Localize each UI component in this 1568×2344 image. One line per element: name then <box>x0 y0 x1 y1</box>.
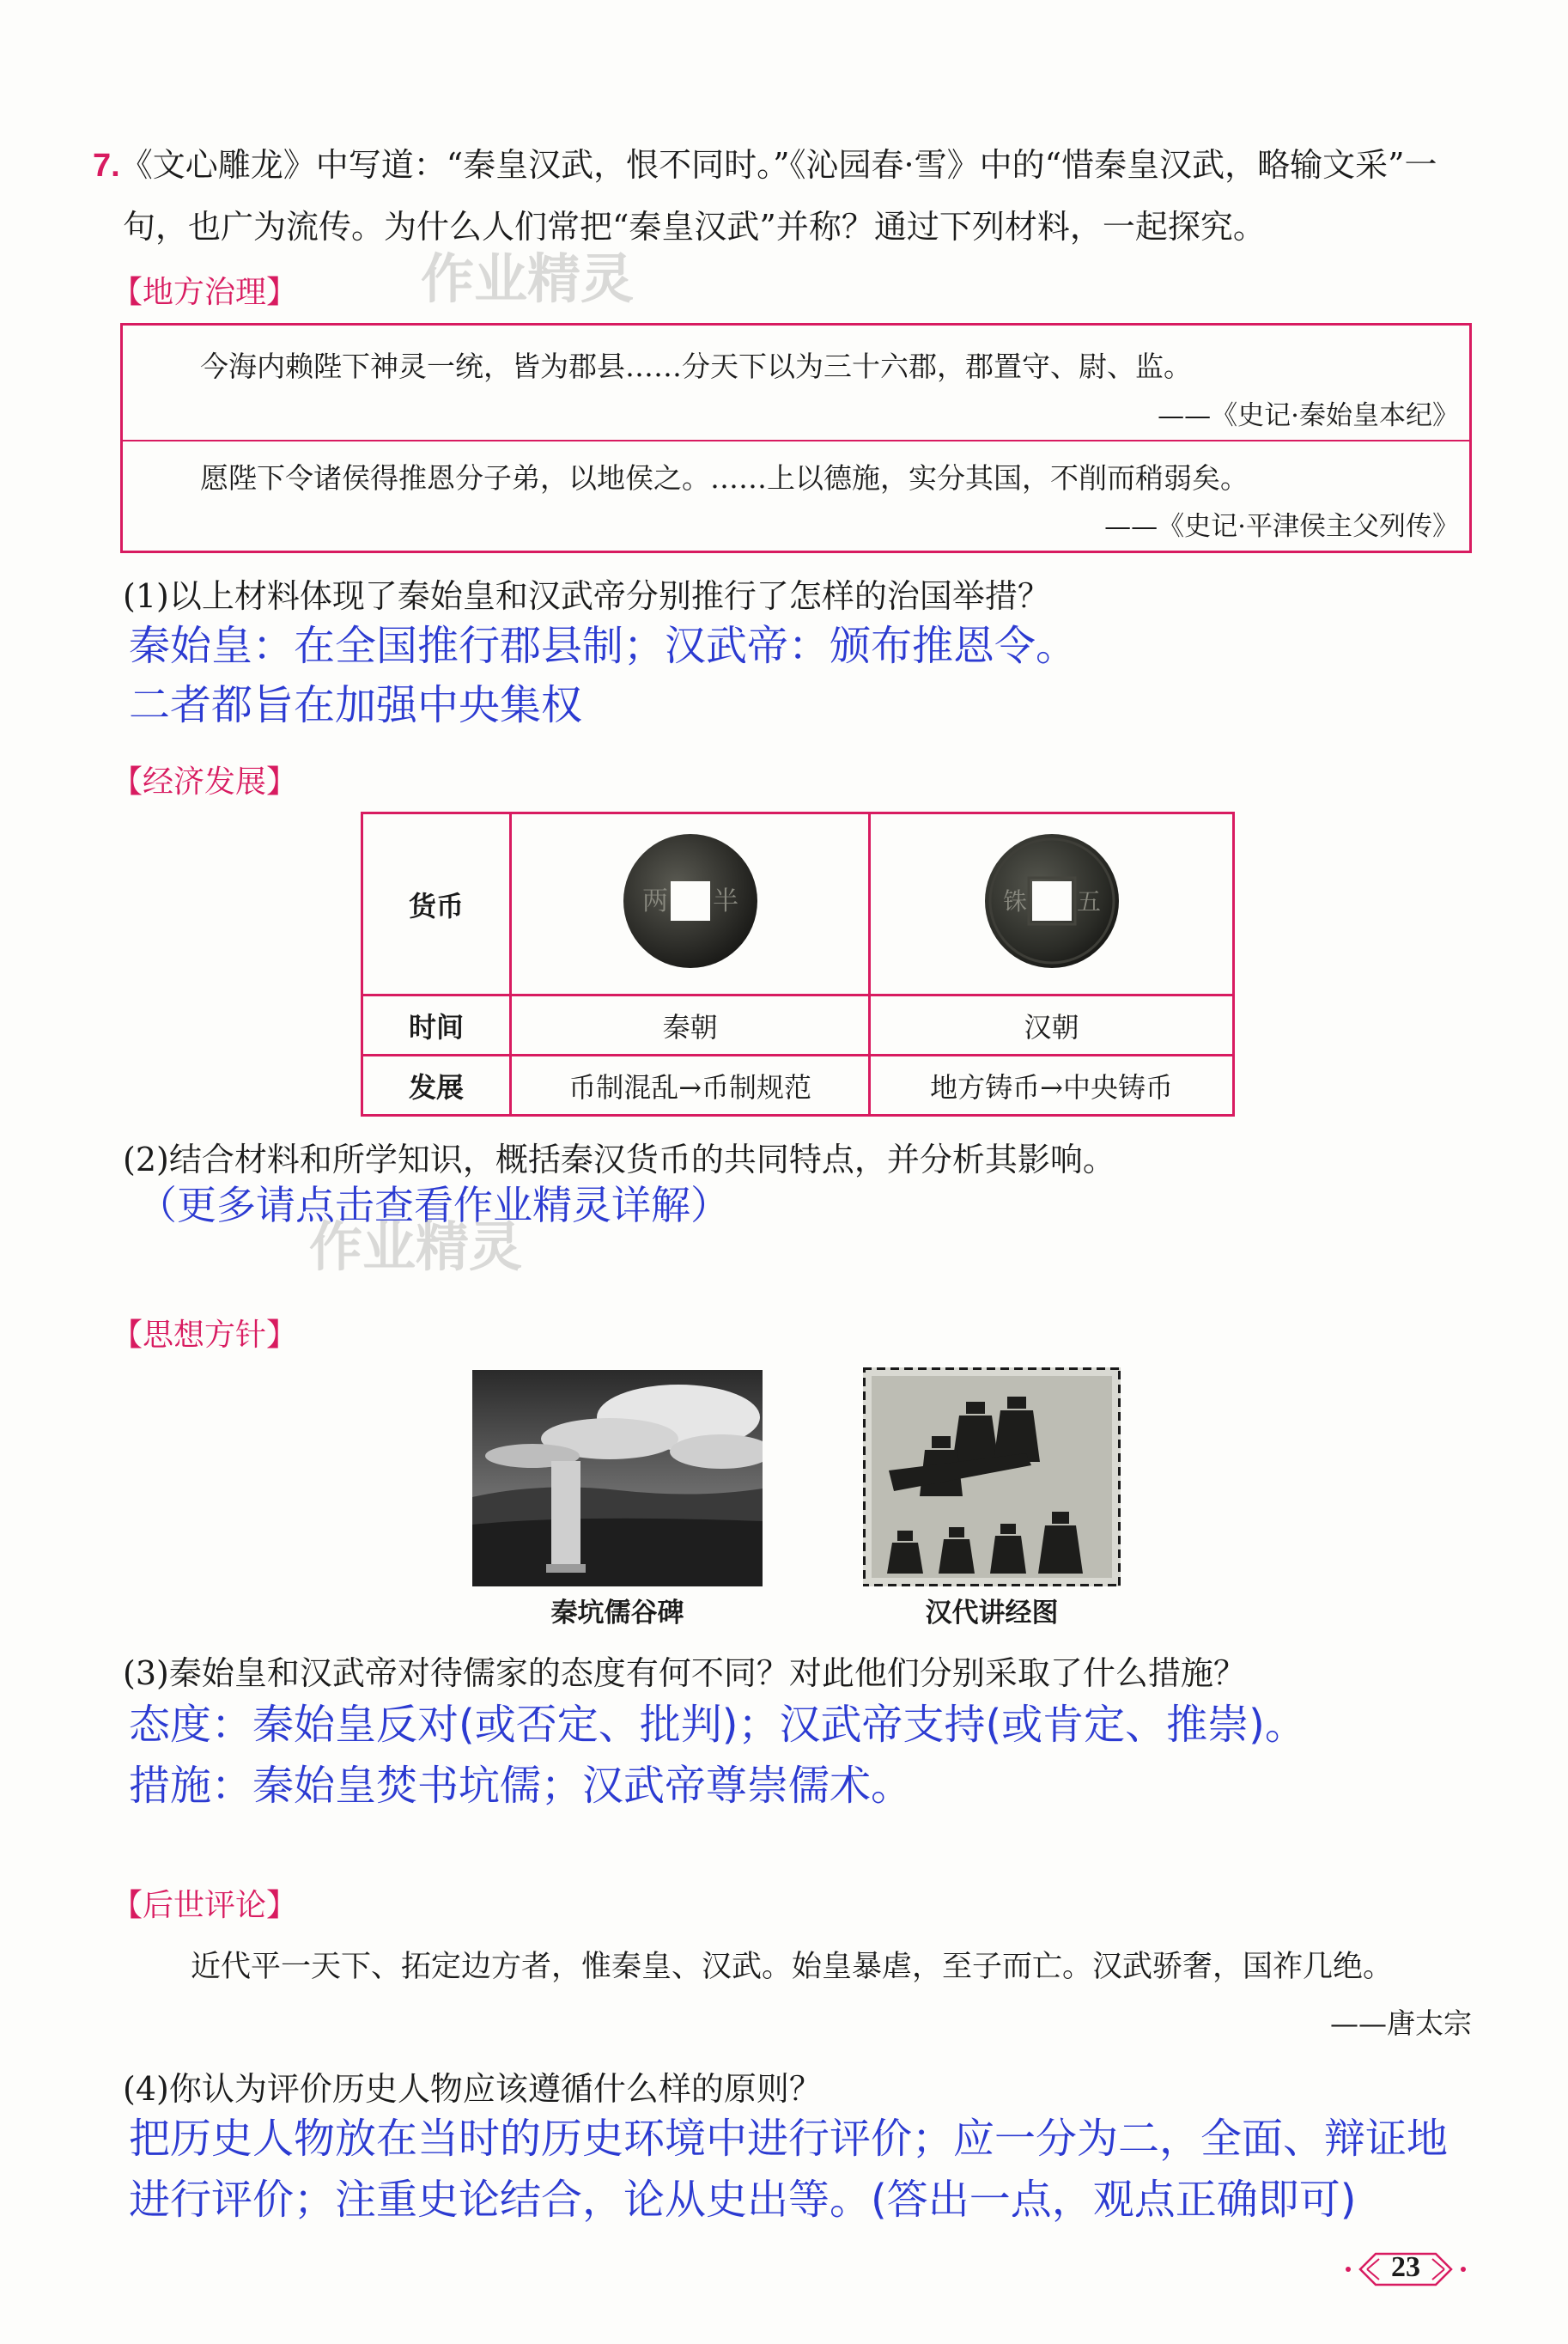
qin-time: 秦朝 <box>511 995 870 1056</box>
sub-question-4: (4)你认为评价历史人物应该遵循什么样的原则？ <box>123 2070 822 2108</box>
question-intro-line1: 7.《文心雕龙》中写道：“秦皇汉武，恨不同时。”《沁园春·雪》中的“惜秦皇汉武，略输文采”一 <box>93 146 1437 184</box>
sub-question-3: (3)秦始皇和汉武帝对待儒家的态度有何不同？对此他们分别采取了什么措施？ <box>123 1654 1246 1692</box>
sub-question-1: (1)以上材料体现了秦始皇和汉武帝分别推行了怎样的治国举措？ <box>123 577 1050 615</box>
watermark: 作业精灵 <box>421 247 635 310</box>
section-title-economy: 【经济发展】 <box>112 764 298 800</box>
answer-3-line2: 措施：秦始皇焚书坑儒；汉武帝尊崇儒术。 <box>129 1762 913 1810</box>
watermark: 作业精灵 <box>309 1215 523 1278</box>
han-lecture-relief <box>863 1367 1121 1586</box>
sub-question-2: (2)结合材料和所学知识，概括秦汉货币的共同特点，并分析其影响。 <box>123 1141 1115 1178</box>
qin-stele-photo <box>472 1370 763 1586</box>
quote-1-source: ——《史记·秦始皇本纪》 <box>1158 400 1459 431</box>
quote-2: 愿陛下令诸侯得推恩分子弟，以地侯之。……上以德施，实分其国，不削而稍弱矣。 <box>200 461 1249 495</box>
han-development: 地方铸币→中央铸币 <box>870 1056 1234 1116</box>
caption-han-lecture: 汉代讲经图 <box>925 1598 1059 1629</box>
answer-4-line1: 把历史人物放在当时的历史环境中进行评价；应一分为二，全面、辩证地 <box>129 2115 1449 2163</box>
answer-3-line1: 态度：秦始皇反对(或否定、批判)；汉武帝支持(或肯定、推崇)。 <box>129 1701 1306 1749</box>
tang-taizong-quote: 近代平一天下、拓定边方者，惟秦皇、汉武。始皇暴虐，至子而亡。汉武骄奢，国祚几绝。 <box>191 1950 1394 1984</box>
han-coin-char-1: 五 <box>1076 886 1101 916</box>
answer-2-link[interactable]: （更多请点击查看作业精灵详解） <box>137 1182 730 1228</box>
page-number-badge <box>1341 2244 1470 2295</box>
row-label-currency: 货币 <box>362 813 511 995</box>
section-title-later-comments: 【后世评论】 <box>112 1888 298 1923</box>
section-title-ideology: 【思想方针】 <box>112 1318 298 1353</box>
qin-coin-image <box>617 828 763 974</box>
qin-coin-char-2: 两 <box>641 886 668 916</box>
answer-4-line2: 进行评价；注重史论结合，论从史出等。(答出一点，观点正确即可) <box>129 2176 1357 2224</box>
quote-2-source: ——《史记·平津侯主父列传》 <box>1104 511 1459 542</box>
han-coin-image <box>979 828 1125 974</box>
currency-table <box>361 812 1235 1117</box>
row-label-development: 发展 <box>362 1056 511 1116</box>
qin-coin-char-1: 半 <box>712 886 738 916</box>
answer-1-line2: 二者都旨在加强中央集权 <box>129 681 583 729</box>
question-intro-line2: 句，也广为流传。为什么人们常把“秦皇汉武”并称？通过下列材料，一起探究。 <box>123 208 1266 246</box>
qin-coin-cell <box>511 813 870 995</box>
qin-development: 币制混乱→币制规范 <box>511 1056 870 1116</box>
tang-taizong-source: ——唐太宗 <box>1330 2006 1472 2040</box>
page-number: 23 <box>1391 2251 1420 2283</box>
caption-qin-stele: 秦坑儒谷碑 <box>550 1598 684 1629</box>
question-number: 7. <box>93 148 120 184</box>
divider <box>123 440 1469 441</box>
row-label-time: 时间 <box>362 995 511 1056</box>
han-coin-cell <box>870 813 1234 995</box>
section-title-local-governance: 【地方治理】 <box>112 275 298 310</box>
han-time: 汉朝 <box>870 995 1234 1056</box>
quote-1: 今海内赖陛下神灵一统，皆为郡县……分天下以为三十六郡，郡置守、尉、监。 <box>200 350 1192 383</box>
answer-1-line1: 秦始皇：在全国推行郡县制；汉武帝：颁布推恩令。 <box>129 622 1078 670</box>
quote-box <box>120 323 1472 553</box>
han-coin-char-2: 铢 <box>1002 886 1027 916</box>
